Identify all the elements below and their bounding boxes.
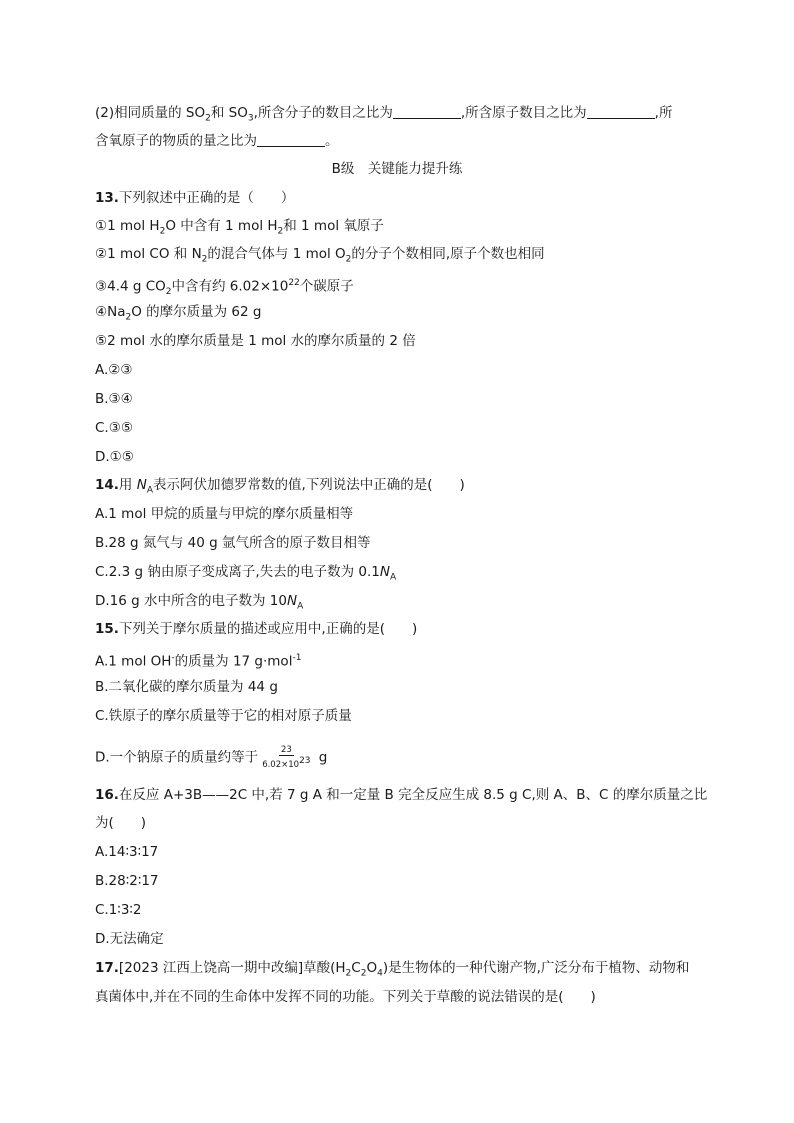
q16-option-a[interactable]: A.14∶3∶17 (95, 844, 159, 860)
q14-stem: 14.用 $N_A$表示阿伏加德罗常数的值,下列说法中正确的是( ) (95, 477, 465, 496)
section-title: B级 关键能力提升练 (331, 161, 463, 177)
q13-option-b[interactable]: B.③④ (95, 391, 133, 407)
q17-stem-line2: 真菌体中,并在不同的生命体中发挥不同的功能。下列关于草酸的说法错误的是( ) (95, 989, 596, 1005)
q16-option-d[interactable]: D.无法确定 (95, 931, 164, 947)
q16-stem-line1: 16.在反应 A+3B——2C 中,若 7 g A 和一定量 B 完全反应生成 8.5 g C,则 A、B、C 的摩尔质量之比 (95, 787, 708, 803)
q12-part2-line1: (2)相同质量的 $SO_2$和 $SO_3$,所含分子的数目之比为 ,所含原子数目之比为 ,所 (95, 105, 673, 124)
q15-option-c[interactable]: C.铁原子的摩尔质量等于它的相对原子质量 (95, 708, 352, 724)
q13-statement-1: ①1 mol $H_2O$ 中含有 1 mol $H_2$和 1 mol 氧原子 (95, 218, 384, 237)
q14-option-d[interactable]: D.16 g 水中所含的电子数为 $10N_A$ (95, 593, 304, 612)
q13-statement-2: ②1 mol CO 和 $N_2$的混合气体与 1 mol $O_2$的分子个数相同,原子个数也相同 (95, 246, 545, 265)
q15-stem: 15.下列关于摩尔质量的描述或应用中,正确的是( ) (95, 621, 418, 637)
q12-part2-line2: 含氧原子的物质的量之比为 。 (95, 133, 339, 149)
q16-option-b[interactable]: B.28∶2∶17 (95, 873, 159, 889)
q17-stem-line1: 17.[2023 江西上饶高一期中改编]草酸$(H_2C_2O_4)$是生物体的一种代谢产物,广泛分布于植物、动物和 (95, 960, 690, 979)
q13-option-a[interactable]: A.②③ (95, 362, 133, 378)
answer-blank-1[interactable] (393, 104, 461, 119)
q13-option-d[interactable]: D.①⑤ (95, 449, 134, 465)
q13-stem: 13.下列叙述中正确的是（ ） (95, 190, 295, 206)
q15-option-d[interactable]: D.一个钠原子的质量约等于 $\frac{23}{6.02\times 10^{23}}$ g (95, 745, 328, 770)
q13-option-c[interactable]: C.③⑤ (95, 420, 133, 436)
fraction: $\frac{23}{6.02\times 10^{23}}$ (262, 745, 311, 770)
q14-option-b[interactable]: B.28 g 氮气与 40 g 氩气所含的原子数目相等 (95, 535, 371, 551)
q14-option-c[interactable]: C.2.3 g 钠由原子变成离子,失去的电子数为 $0.1N_A$ (95, 564, 397, 583)
answer-blank-2[interactable] (587, 104, 655, 119)
q13-statement-5: ⑤2 mol 水的摩尔质量是 1 mol 水的摩尔质量的 2 倍 (95, 333, 416, 349)
q16-option-c[interactable]: C.1∶3∶2 (95, 902, 142, 918)
answer-blank-3[interactable] (257, 132, 325, 147)
q16-stem-line2: 为( ) (95, 815, 147, 831)
q15-option-a[interactable]: A.1 mol OH-的质量为 17 g·mol$^{-1}$ (95, 653, 302, 670)
q13-statement-3: ③4.4 g $CO_2$中含有约 $6.02\times 10^{22}$个碳原子 (95, 278, 354, 298)
q15-option-b[interactable]: B.二氧化碳的摩尔质量为 44 g (95, 679, 278, 695)
q13-statement-4: $④Na_2O$ 的摩尔质量为 62 g (95, 304, 262, 323)
q14-option-a[interactable]: A.1 mol 甲烷的质量与甲烷的摩尔质量相等 (95, 506, 354, 522)
